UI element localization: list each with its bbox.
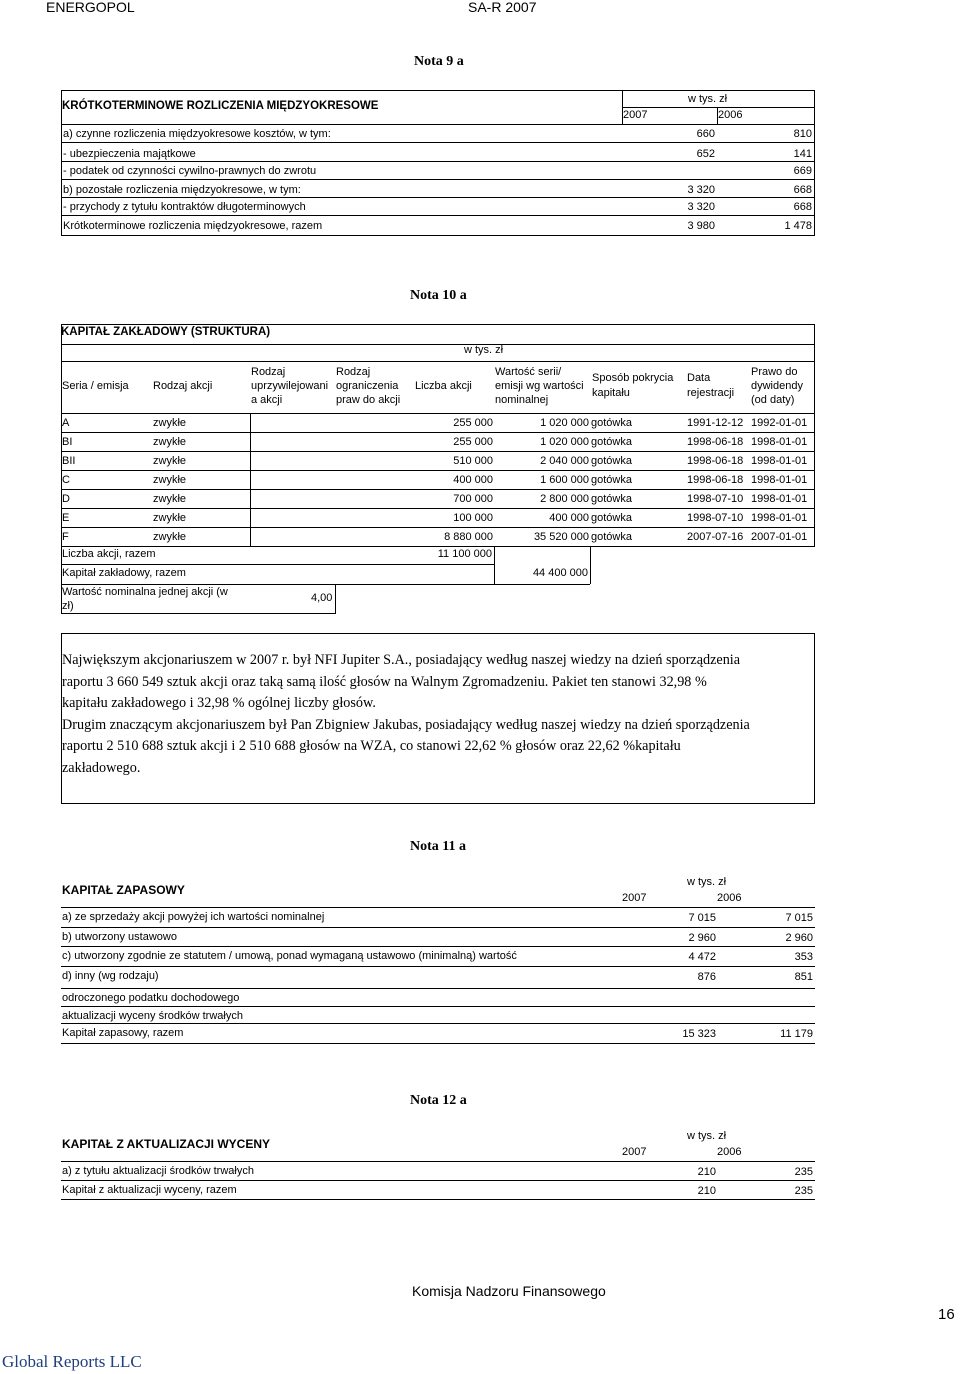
nota11-row [61, 1024, 815, 1044]
series-dividend-date: 1992-01-01 [751, 417, 808, 429]
nota9-row-label: Krótkoterminowe rozliczenia międzyokresowe, razem [63, 220, 323, 232]
total-shares-label: Liczba akcji, razem [62, 548, 156, 560]
nota11-row [61, 947, 815, 967]
series-reg-date: 1998-07-10 [687, 512, 744, 524]
series-type: zwykłe [153, 455, 187, 467]
series-value: 2 040 000 [540, 455, 589, 467]
series-code: D [62, 493, 70, 505]
series-reg-date: 1998-06-18 [687, 474, 744, 486]
nota11-row-label: Kapitał zapasowy, razem [62, 1027, 184, 1039]
nota12-table [61, 1128, 815, 1203]
hdr-ogran-1: Rodzaj [336, 366, 371, 378]
total-shares-value: 11 100 000 [437, 548, 492, 560]
series-shares: 700 000 [453, 493, 493, 505]
nota11-row [61, 989, 815, 1007]
hdr-uprzyw-3: a akcji [251, 394, 283, 406]
paragraph-line: raportu 2 510 688 sztuk akcji i 2 510 688 głosów na WZA, co stanowi 22,62 % głosów oraz 22,62 %kapitału [62, 738, 681, 755]
series-row [61, 433, 815, 452]
series-payment: gotówka [591, 417, 632, 429]
hdr-prawo-3: (od daty) [751, 394, 795, 406]
report-name: SA-R 2007 [468, 0, 537, 15]
nota12-row-label: Kapitał z aktualizacji wyceny, razem [62, 1184, 237, 1196]
hdr-sposob-2: kapitału [592, 387, 630, 399]
nota9-row-label: b) pozostałe rozliczenia międzyokresowe, w tym: [63, 184, 301, 196]
series-dividend-date: 1998-01-01 [751, 512, 808, 524]
nota11-row-2006: 2 960 [785, 932, 813, 944]
series-payment: gotówka [591, 455, 632, 467]
nominal-value: 4,00 [311, 592, 333, 604]
series-payment: gotówka [591, 474, 632, 486]
hdr-ogran-2: ograniczenia [336, 380, 399, 392]
hdr-sposob-1: Sposób pokrycia [592, 372, 674, 384]
nota11-row-label: d) inny (wg rodzaju) [62, 970, 159, 982]
hdr-uprzyw-1: Rodzaj [251, 366, 286, 378]
hdr-seria: Seria / emisja [62, 380, 129, 392]
nota11-row-2007: 876 [697, 971, 716, 983]
nota11-row [61, 967, 815, 989]
series-shares: 100 000 [453, 512, 493, 524]
series-type: zwykłe [153, 474, 187, 486]
nota9-row-2006: 1 478 [784, 220, 812, 232]
nota9-row-2006: 668 [793, 184, 812, 196]
nota9-title: Nota 9 a [414, 54, 464, 69]
nota9-row-label: - przychody z tytułu kontraktów długoterminowych [63, 201, 306, 213]
nota11-row [61, 1007, 815, 1024]
series-shares: 510 000 [453, 455, 493, 467]
nota9-table-title: KRÓTKOTERMINOWE ROZLICZENIA MIĘDZYOKRESOWE [62, 100, 379, 112]
series-payment: gotówka [591, 436, 632, 448]
paragraph-line: Największym akcjonariuszem w 2007 r. był NFI Jupiter S.A., posiadający według naszej wiedzy na dzień sporządzenia [62, 652, 741, 668]
nota12-table-title: KAPITAŁ Z AKTUALIZACJI WYCENY [62, 1137, 270, 1151]
nota9-row-2006: 141 [793, 148, 812, 160]
nota11-row-label: aktualizacji wyceny środków trwałych [62, 1010, 243, 1022]
nota9-row [62, 125, 814, 143]
nominal-label-2: zł) [62, 600, 74, 612]
series-row [61, 490, 815, 509]
nota11-row-label: odroczonego podatku dochodowego [62, 992, 240, 1004]
series-dividend-date: 2007-01-01 [751, 531, 808, 543]
hdr-liczba: Liczba akcji [415, 380, 472, 392]
series-row [61, 528, 815, 547]
series-shares: 255 000 [453, 436, 493, 448]
series-dividend-date: 1998-01-01 [751, 455, 808, 467]
series-type: zwykłe [153, 531, 187, 543]
series-reg-date: 1998-06-18 [687, 455, 744, 467]
series-reg-date: 1991-12-12 [687, 417, 744, 429]
nota9-row-2007: 660 [696, 128, 715, 140]
nota10-unit: w tys. zł [464, 344, 504, 356]
nota12-col-2007: 2007 [622, 1146, 647, 1158]
nota11-col-2007: 2007 [622, 892, 647, 904]
nota11-col-2006: 2006 [717, 892, 742, 904]
series-payment: gotówka [591, 531, 632, 543]
series-reg-date: 2007-07-16 [687, 531, 744, 543]
series-dividend-date: 1998-01-01 [751, 493, 808, 505]
nota11-row-2006: 851 [794, 971, 813, 983]
nota9-row-label: - ubezpieczenia majątkowe [63, 148, 196, 160]
nota9-row-2007: 3 980 [687, 220, 715, 232]
series-shares: 400 000 [453, 474, 493, 486]
nota9-row-2006: 810 [793, 128, 812, 140]
nota9-row [62, 162, 814, 180]
hdr-wart-2: emisji wg wartości [495, 380, 584, 392]
series-code: A [62, 417, 70, 429]
footer-center: Komisja Nadzoru Finansowego [412, 1283, 606, 1299]
series-row [61, 452, 815, 471]
series-row [61, 471, 815, 490]
series-type: zwykłe [153, 417, 187, 429]
nota11-table [61, 874, 815, 1039]
company-name: ENERGOPOL [46, 0, 135, 15]
series-shares: 8 880 000 [444, 531, 493, 543]
nota12-row-2006: 235 [794, 1185, 813, 1197]
nominal-label-1: Wartość nominalna jednej akcji (w [62, 586, 228, 598]
nota11-row-2007: 7 015 [688, 912, 716, 924]
nota11-table-title: KAPITAŁ ZAPASOWY [62, 883, 185, 897]
nota9-row [62, 181, 814, 198]
nota9-row-2007: 3 320 [687, 201, 715, 213]
paragraph-line: Drugim znaczącym akcjonariuszem był Pan Zbigniew Jakubas, posiadający według naszej wiedzy na dzień sporządzenia [62, 716, 750, 733]
paragraph-line: zakładowego. [62, 759, 141, 776]
nota11-row [61, 908, 815, 928]
nota10-table-title: KAPITAŁ ZAKŁADOWY (STRUKTURA) [61, 326, 271, 338]
nota9-row-2006: 669 [793, 165, 812, 177]
series-row [61, 509, 815, 528]
nota9-row [62, 145, 814, 162]
series-shares: 255 000 [453, 417, 493, 429]
nota12-title: Nota 12 a [410, 1093, 467, 1108]
hdr-wart-3: nominalnej [495, 394, 549, 406]
series-value: 1 600 000 [540, 474, 589, 486]
nota11-row-2007: 2 960 [688, 932, 716, 944]
nota9-table [61, 90, 815, 236]
hdr-ogran-3: praw do akcji [336, 394, 401, 406]
nota12-row-2007: 210 [697, 1185, 716, 1197]
nota10-title: Nota 10 a [410, 288, 467, 303]
nota12-row-label: a) z tytułu aktualizacji środków trwałych [62, 1165, 254, 1177]
nota9-col-2006: 2006 [718, 109, 743, 121]
hdr-prawo-1: Prawo do [751, 366, 798, 378]
series-value: 1 020 000 [540, 436, 589, 448]
series-reg-date: 1998-07-10 [687, 493, 744, 505]
nota12-row-2007: 210 [697, 1166, 716, 1178]
capital-value: 44 400 000 [532, 567, 588, 579]
hdr-wart-1: Wartość serii/ [495, 366, 562, 378]
hdr-data-1: Data [687, 372, 711, 384]
nota11-row-2007: 4 472 [688, 951, 716, 963]
capital-label: Kapitał zakładowy, razem [62, 567, 186, 579]
series-row [61, 414, 815, 433]
nota12-row-2006: 235 [794, 1166, 813, 1178]
series-code: BI [62, 436, 73, 448]
series-reg-date: 1998-06-18 [687, 436, 744, 448]
nota12-unit: w tys. zł [687, 1130, 727, 1142]
nota11-row-2006: 353 [794, 951, 813, 963]
nota12-row [61, 1181, 815, 1200]
paragraph-line: raportu 3 660 549 sztuk akcji oraz taką samą ilość głosów na Walnym Zgromadzeniu. Pakiet ten stanowi 32,98 % [62, 673, 707, 690]
nota11-title: Nota 11 a [410, 839, 466, 854]
hdr-uprzyw-2: uprzywilejowani [251, 380, 329, 392]
nota9-row-2007: 652 [696, 148, 715, 160]
nota9-col-2007: 2007 [623, 109, 648, 121]
nota11-row [61, 928, 815, 947]
nota11-row-label: c) utworzony zgodnie ze statutem / umową, ponad wymaganą ustawowo (minimalną) wartość [62, 950, 517, 962]
series-dividend-date: 1998-01-01 [751, 436, 808, 448]
series-code: C [62, 474, 70, 486]
series-code: E [62, 512, 70, 524]
nota12-row [61, 1162, 815, 1181]
series-value: 1 020 000 [540, 417, 589, 429]
nota11-row-2006: 7 015 [785, 912, 813, 924]
nota12-col-2006: 2006 [717, 1146, 742, 1158]
series-type: zwykłe [153, 436, 187, 448]
series-payment: gotówka [591, 512, 632, 524]
nota11-unit: w tys. zł [687, 876, 727, 888]
series-type: zwykłe [153, 512, 187, 524]
series-code: BII [62, 455, 76, 467]
nota10-table [61, 324, 815, 614]
series-value: 35 520 000 [533, 531, 589, 543]
series-payment: gotówka [591, 493, 632, 505]
nota11-row-2007: 15 323 [682, 1028, 716, 1040]
hdr-rodzaj: Rodzaj akcji [153, 380, 213, 392]
brand-footer: Global Reports LLC [2, 1352, 142, 1371]
series-value: 400 000 [549, 512, 589, 524]
paragraph-line: kapitału zakładowego i 32,98 % ogólnej liczby głosów. [62, 695, 376, 712]
nota9-row-2006: 668 [793, 201, 812, 213]
series-dividend-date: 1998-01-01 [751, 474, 808, 486]
series-type: zwykłe [153, 493, 187, 505]
nota11-row-2006: 11 179 [780, 1028, 813, 1040]
nota11-row-label: b) utworzony ustawowo [62, 931, 177, 943]
nota11-row-label: a) ze sprzedaży akcji powyżej ich wartości nominalnej [62, 911, 325, 923]
shareholders-note [61, 633, 815, 804]
nota9-row [62, 217, 814, 236]
nota9-row-label: - podatek od czynności cywilno-prawnych do zwrotu [63, 165, 317, 177]
series-code: F [62, 531, 69, 543]
hdr-data-2: rejestracji [687, 387, 735, 399]
nota9-row-label: a) czynne rozliczenia międzyokresowe kosztów, w tym: [63, 128, 331, 140]
nota9-unit: w tys. zł [688, 93, 728, 105]
nota9-row [62, 198, 814, 216]
series-value: 2 800 000 [540, 493, 589, 505]
hdr-prawo-2: dywidendy [751, 380, 803, 392]
nota9-row-2007: 3 320 [687, 184, 715, 196]
page-number: 16 [938, 1306, 955, 1323]
